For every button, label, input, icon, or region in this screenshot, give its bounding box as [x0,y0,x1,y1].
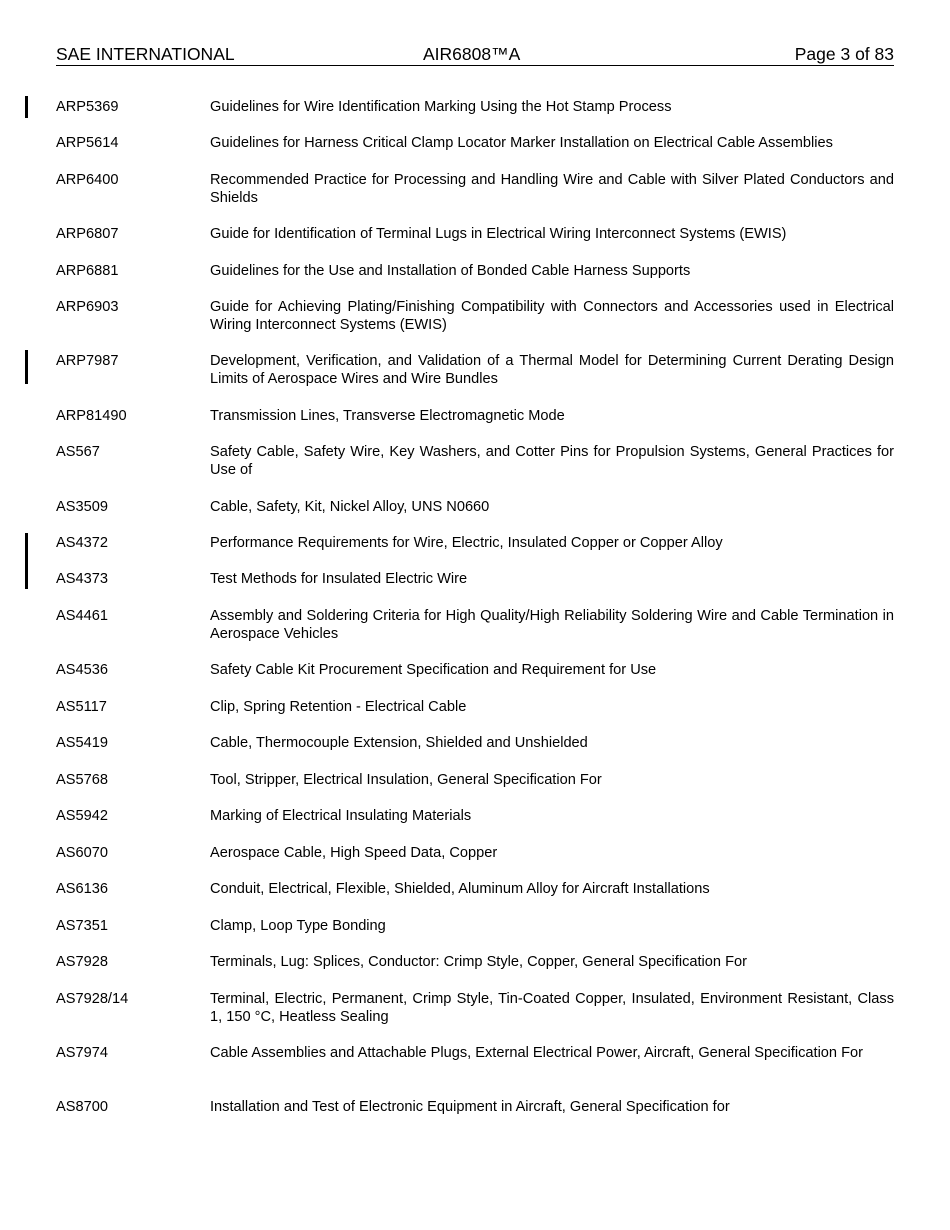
reference-title: Clamp, Loop Type Bonding [210,918,386,934]
reference-title: Guidelines for Harness Critical Clamp Locator Marker Installation on Electrical Cable Assemblies [210,135,833,151]
reference-code: ARP6400 [56,172,119,188]
reference-code: AS6070 [56,845,108,861]
reference-code: AS4373 [56,571,108,587]
reference-code: ARP7987 [56,353,119,369]
reference-title: Terminal, Electric, Permanent, Crimp Style, Tin-Coated Copper, Insulated, Environment Resistant, Class 1, 150 °C, Heatless Sealing [210,991,894,1025]
reference-title: Cable Assemblies and Attachable Plugs, External Electrical Power, Aircraft, General Specification For [210,1045,863,1061]
reference-code: AS567 [56,444,100,460]
reference-code: AS8700 [56,1099,108,1115]
reference-title: Cable, Safety, Kit, Nickel Alloy, UNS N0660 [210,499,490,515]
reference-title: Guidelines for the Use and Installation of Bonded Cable Harness Supports [210,263,691,279]
revision-change-bar [25,96,28,118]
reference-title: Guide for Achieving Plating/Finishing Compatibility with Connectors and Accessories used in Electrical Wiring Interconnect Systems (EWIS) [210,299,894,333]
reference-title: Clip, Spring Retention - Electrical Cable [210,699,467,715]
page-header [56,43,894,66]
reference-code: AS7928 [56,954,108,970]
reference-code: ARP6903 [56,299,119,315]
reference-code: AS4461 [56,608,108,624]
reference-code: AS5942 [56,808,108,824]
reference-code: AS6136 [56,881,108,897]
reference-title: Aerospace Cable, High Speed Data, Copper [210,845,498,861]
reference-code: ARP6881 [56,263,119,279]
reference-title: Guidelines for Wire Identification Marking Using the Hot Stamp Process [210,99,672,115]
reference-code: AS5117 [56,699,107,715]
reference-code: AS5768 [56,772,108,788]
reference-code: AS3509 [56,499,108,515]
reference-title: Transmission Lines, Transverse Electromagnetic Mode [210,408,565,424]
reference-code: AS7974 [56,1045,108,1061]
reference-title: Development, Verification, and Validation of a Thermal Model for Determining Current Derating Design Limits of Aerospace Wires and Wire Bundles [210,353,894,387]
reference-title: Terminals, Lug: Splices, Conductor: Crimp Style, Copper, General Specification For [210,954,747,970]
reference-title: Assembly and Soldering Criteria for High Quality/High Reliability Soldering Wire and Cable Termination in Aerospace Vehicles [210,608,894,642]
reference-title: Tool, Stripper, Electrical Insulation, General Specification For [210,772,602,788]
reference-title: Cable, Thermocouple Extension, Shielded and Unshielded [210,735,588,751]
reference-code: AS7351 [56,918,108,934]
reference-title: Safety Cable, Safety Wire, Key Washers, and Cotter Pins for Propulsion Systems, General Practices for Use of [210,444,894,478]
revision-change-bar [25,350,28,384]
revision-change-bar [25,533,28,589]
reference-title: Safety Cable Kit Procurement Specification and Requirement for Use [210,662,657,678]
reference-code: AS4536 [56,662,108,678]
reference-title: Installation and Test of Electronic Equipment in Aircraft, General Specification for [210,1099,730,1115]
reference-code: ARP6807 [56,226,119,242]
page-number: Page 3 of 83 [794,44,894,64]
reference-code: AS4372 [56,535,108,551]
reference-code: AS5419 [56,735,108,751]
reference-title: Conduit, Electrical, Flexible, Shielded, Aluminum Alloy for Aircraft Installations [210,881,710,897]
reference-title: Guide for Identification of Terminal Lugs in Electrical Wiring Interconnect Systems (EWIS) [210,226,787,242]
reference-title: Performance Requirements for Wire, Electric, Insulated Copper or Copper Alloy [210,535,723,551]
reference-code: AS7928/14 [56,991,129,1007]
reference-code: ARP81490 [56,408,127,424]
reference-title: Marking of Electrical Insulating Materials [210,808,472,824]
publisher-name: SAE INTERNATIONAL [56,44,235,64]
reference-title: Recommended Practice for Processing and Handling Wire and Cable with Silver Plated Conductors and Shields [210,172,894,206]
reference-code: ARP5614 [56,135,119,151]
document-number: AIR6808™A [423,44,521,64]
reference-title: Test Methods for Insulated Electric Wire [210,571,468,587]
reference-code: ARP5369 [56,99,119,115]
